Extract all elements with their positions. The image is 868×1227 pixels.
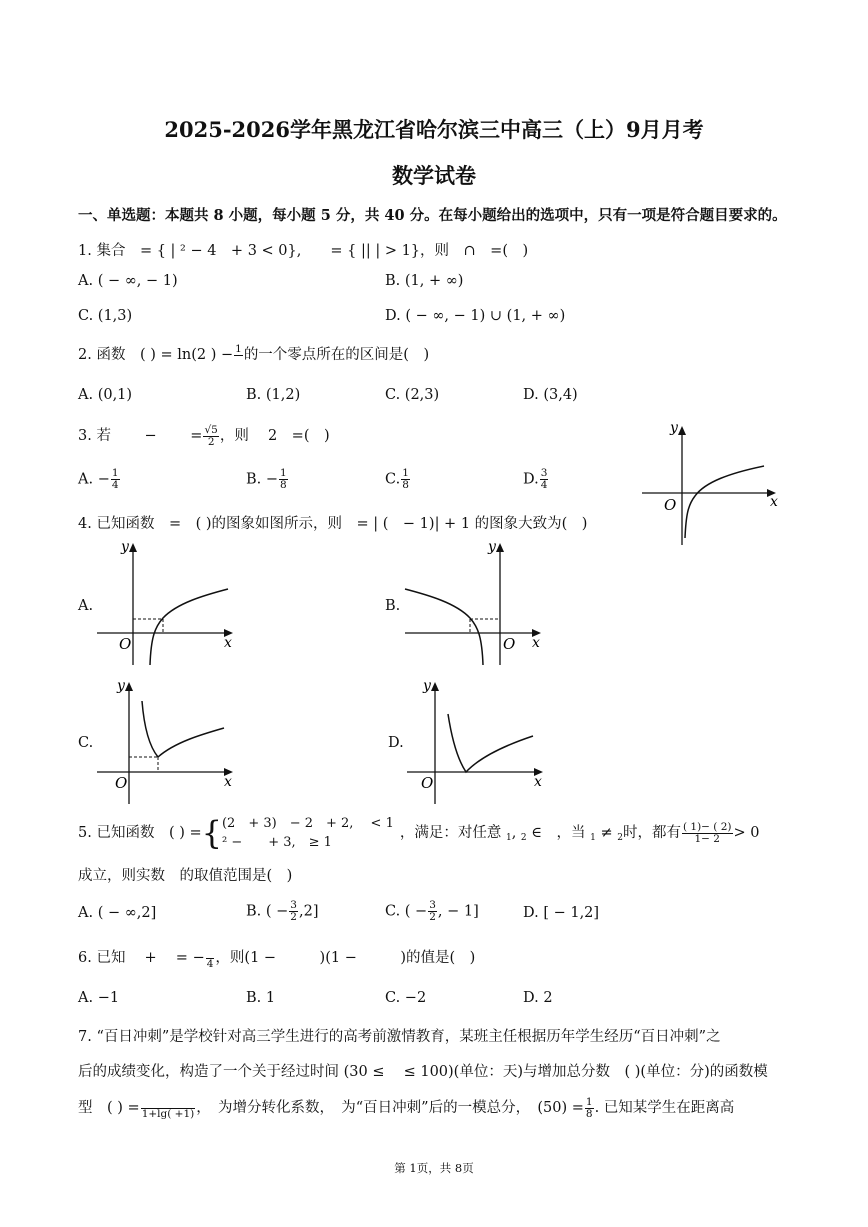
q3-fraction: [203, 425, 218, 448]
q3-stem-start: 3. 若 − =: [78, 428, 203, 444]
q6-stem-start: 6. 已知 + = −: [78, 950, 205, 966]
q5-stem-line2: 成立，则实数 的取值范围是( ): [78, 868, 293, 884]
q3-a-fraction: [111, 468, 120, 491]
q2-option-d: D. (3,4): [523, 387, 578, 403]
q5-piece-1: (2 + 3) − 2 + 2, < 1: [221, 816, 394, 831]
c-origin-label: O: [115, 774, 128, 792]
q5-b-fraction: [289, 900, 298, 923]
q6-option-a: A. −1: [78, 990, 120, 1006]
q7-f50-fraction: [585, 1097, 594, 1120]
q3-c-den: 8: [402, 479, 409, 491]
c-x-label: x: [224, 774, 232, 790]
d-origin-label: O: [421, 774, 434, 792]
q4-option-d-label: D.: [388, 735, 404, 751]
page-footer: 第 1页，共 8页: [394, 1161, 474, 1175]
q5-option-a: A. ( − ∞,2]: [78, 905, 157, 921]
q5-frac-den: 1− 2: [694, 832, 720, 845]
b-y-label: y: [488, 539, 496, 555]
q3-frac-den: 2: [207, 435, 215, 448]
q5-stem-gt: > 0: [733, 825, 760, 841]
q5-brace: {: [201, 814, 222, 852]
section-heading: 一、单选题：本题共 8 小题，每小题 5 分，共 40 分。在每小题给出的选项中，只有一项是符合题目要求的。: [78, 207, 787, 224]
q5-piece-2: ² − + 3, ≥ 1: [221, 835, 332, 850]
q2-stem-end: 的一个零点所在的区间是( ): [243, 347, 430, 363]
q7-line-2: 后的成绩变化，构造了一个关于经过时间 (30 ≤ ≤ 100)(单位：天)与增加总分数 ( )(单位：分)的函数模: [78, 1064, 768, 1080]
q5-stem-start: 5. 已知函数 ( ) =: [78, 825, 202, 841]
q6-option-b: B. 1: [246, 990, 276, 1006]
q3-b-prefix: B. −: [246, 471, 279, 488]
a-y-label: y: [121, 539, 129, 555]
d-y-label: y: [423, 678, 431, 694]
q3-d-prefix: D.: [523, 471, 539, 488]
q6-fraction: [206, 947, 215, 970]
q5-c-num: 3: [429, 899, 436, 911]
q4-option-c-label: C.: [78, 735, 94, 751]
q5-c-den: 2: [429, 911, 436, 923]
c-y-label: y: [117, 678, 125, 694]
q5-sub-4: 2: [617, 833, 623, 843]
q3-d-den: 4: [540, 479, 548, 491]
ref-x-label: x: [770, 494, 778, 510]
q5-sub-2: 2: [520, 833, 527, 843]
q2-fraction: [234, 344, 243, 367]
q7-line3-middle: ， 为增分转化系数， 为“百日冲刺”后的一模总分， (50) =: [196, 1100, 584, 1116]
q5-stem: 5. 已知函数 ( ) ={ (2 + 3) − 2 + 2, < 1 ² − + 3, ≥ 1 ，满足：对任意 $_1$, $_2$ ∈ ，当 $_1$ ≠ $_2$时，都有 $\frac{( 1)- ( 2)}{1- 2}$ > 0: [78, 814, 760, 852]
q3-option-b: [246, 468, 289, 491]
q6-frac-den: 4: [206, 957, 214, 970]
q5-stem-in: ∈ ，当: [531, 825, 586, 841]
q4-reference-graph: [640, 420, 790, 550]
q2-frac-den: [234, 356, 243, 367]
q3-d-num: 3: [540, 467, 548, 479]
q5-frac-num: ( 1)− ( 2): [682, 820, 732, 833]
q3-option-c: [385, 468, 411, 491]
q5-stem-when: 时，都有: [622, 825, 681, 841]
q4-option-c-graph: [95, 676, 245, 806]
q3-b-fraction: [279, 468, 288, 491]
q3-c-fraction: [401, 468, 410, 491]
q5-sub-3: 1: [590, 833, 596, 843]
a-origin-label: O: [119, 635, 132, 653]
q5-c-fraction: [428, 900, 437, 923]
q3-a-num: 1: [111, 467, 119, 479]
q5-b-num: 3: [290, 899, 297, 911]
q2-option-c: C. (2,3): [385, 387, 440, 403]
q4-option-a-graph: [95, 537, 245, 667]
q3-stem: [78, 424, 330, 448]
q1-option-c: C. (1,3): [78, 308, 133, 324]
q3-frac-num: √5: [204, 423, 218, 436]
q6-frac-num: [206, 947, 215, 959]
q3-option-a: [78, 468, 121, 491]
q2-frac-num: 1: [235, 342, 242, 355]
q3-option-d: [523, 468, 549, 491]
q5-piecewise: [222, 814, 394, 852]
q1-stem: 1. 集合 = { | ² − 4 + 3 < 0}, = { || | > 1}，则 ∩ =( ): [78, 243, 529, 259]
q5-b-den: 2: [290, 911, 297, 923]
q4-option-a-label: A.: [78, 598, 94, 614]
b-origin-label: O: [503, 635, 516, 653]
q1-option-b: B. (1, + ∞): [385, 273, 464, 289]
q7-line3-end: . 已知某学生在距离高: [594, 1100, 735, 1116]
q4-stem: 4. 已知函数 = ( )的图象如图所示，则 = | ( − 1)| + 1 的图象大致为( ): [78, 516, 588, 532]
q3-c-prefix: C.: [385, 471, 401, 488]
q5-option-d: D. [ − 1,2]: [523, 905, 600, 921]
q5-fraction: [682, 822, 733, 845]
q1-option-a: A. ( − ∞, − 1): [78, 273, 178, 289]
q3-a-prefix: A. −: [78, 471, 110, 488]
ref-y-label: y: [670, 420, 678, 436]
q2-stem-start: 2. 函数 ( ) = ln(2 ) −: [78, 347, 234, 363]
exam-title: 2025-2026学年黑龙江省哈尔滨三中高三（上）9月月考: [164, 117, 704, 142]
q5-b-suffix: ,2]: [298, 903, 319, 920]
q7-frac-den: 1+lg( +1): [141, 1107, 195, 1120]
q1-option-d: D. ( − ∞, − 1) ∪ (1, + ∞): [385, 308, 566, 324]
d-x-label: x: [534, 774, 542, 790]
q5-b-prefix: B. ( −: [246, 903, 289, 920]
q6-stem-end: ，则(1 − )(1 − )的值是( ): [215, 950, 476, 966]
q7-line-1: 7. “百日冲刺”是学校针对高三学生进行的高考前激情教育，某班主任根据历年学生经历“百日冲刺”之: [78, 1029, 721, 1045]
q3-stem-end: ，则 2 =( ): [219, 428, 330, 444]
q4-option-b-graph: [403, 537, 553, 667]
q7-fraction: [141, 1097, 196, 1120]
q4-option-b-label: B.: [385, 598, 401, 614]
q7-line3-start: 型 ( ) =: [78, 1100, 140, 1116]
q7-frac-num: [141, 1097, 196, 1109]
a-x-label: x: [224, 635, 232, 651]
q7-line-3: [78, 1096, 734, 1120]
q6-option-d: D. 2: [523, 990, 553, 1006]
q5-sub-1: 1: [505, 833, 512, 843]
ref-origin-label: O: [664, 496, 677, 514]
q3-d-fraction: [540, 468, 549, 491]
q6-stem: [78, 946, 475, 970]
q2-stem: [78, 343, 429, 367]
q7-f50-num: 1: [585, 1095, 593, 1108]
q2-option-a: A. (0,1): [78, 387, 133, 403]
q5-c-prefix: C. ( −: [385, 903, 428, 920]
q5-option-c: [385, 900, 479, 923]
q2-option-b: B. (1,2): [246, 387, 301, 403]
exam-subtitle: 数学试卷: [392, 163, 476, 188]
q5-c-suffix: , − 1]: [437, 903, 479, 920]
q3-a-den: 4: [111, 479, 119, 491]
q3-b-num: 1: [280, 467, 287, 479]
q3-b-den: 8: [280, 479, 287, 491]
b-x-label: x: [532, 635, 540, 651]
q5-stem-condition: ，满足：对任意: [399, 825, 502, 841]
q5-stem-neq: ≠: [600, 825, 613, 841]
q6-option-c: C. −2: [385, 990, 427, 1006]
q4-option-d-graph: [405, 676, 555, 806]
q3-c-num: 1: [402, 467, 409, 479]
q7-f50-den: 8: [585, 1107, 593, 1120]
q5-option-b: [246, 900, 318, 923]
